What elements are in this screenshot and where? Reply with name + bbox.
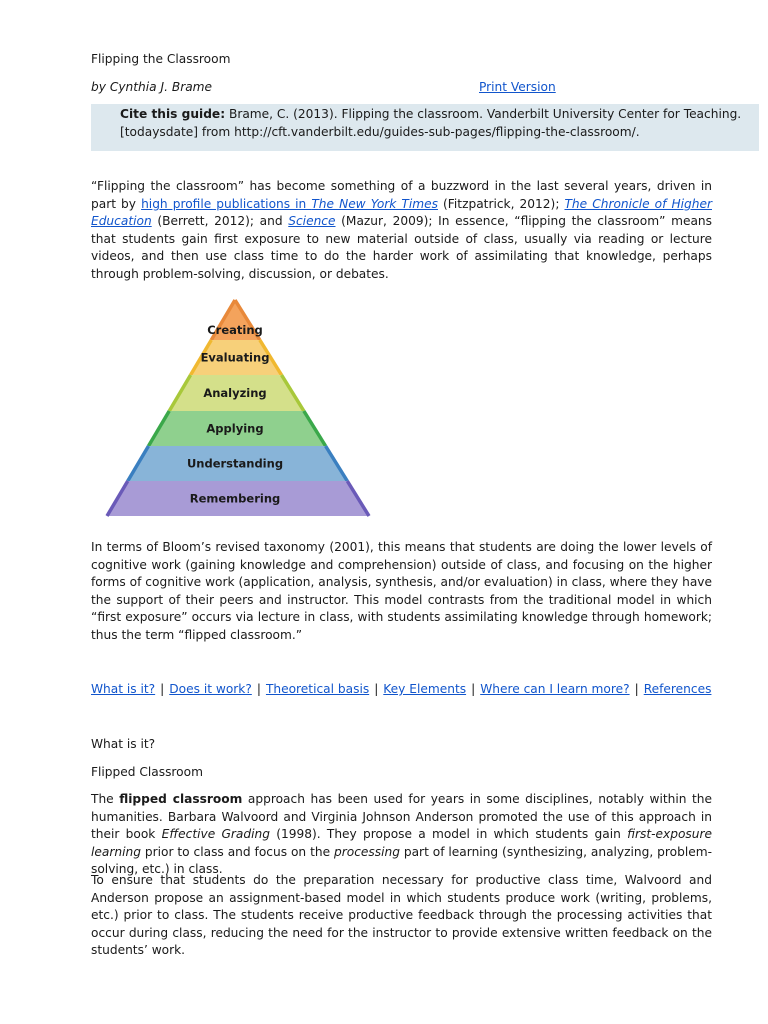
science-link[interactable]: [288, 214, 335, 228]
p3-bold: flipped classroom: [119, 792, 243, 806]
section-nav: [91, 682, 711, 696]
pyramid-label-applying: Applying: [206, 421, 264, 436]
nav-references[interactable]: References: [643, 682, 712, 696]
section-subheading: Flipped Classroom: [91, 765, 203, 779]
intro-text-2: (Fitzpatrick, 2012);: [437, 196, 565, 211]
document-title: Flipping the Classroom: [91, 52, 231, 66]
pyramid-label-analyzing: Analyzing: [203, 386, 267, 400]
science-link-text: Science: [288, 214, 336, 229]
nav-theoretical-basis[interactable]: Theoretical basis: [265, 682, 370, 696]
pyramid-label-evaluating: Evaluating: [200, 350, 270, 365]
p3-text-1: The: [91, 792, 120, 806]
pyramid-label-understanding: Understanding: [186, 456, 284, 471]
nav-separator: |: [374, 682, 379, 696]
p3-text-3: (1998). They propose a model in which students gain: [269, 827, 628, 842]
section-heading: What is it?: [91, 737, 156, 751]
pyramid-tier-analyzing: [169, 375, 304, 411]
intro-text-1: “Flipping the classroom” has become something of a buzzword in the last several years, driven in part by: [91, 179, 712, 211]
intro-paragraph: [91, 178, 712, 284]
nav-does-it-work[interactable]: Does it work?: [169, 682, 252, 696]
pyramid-tier-creating: [207, 300, 263, 340]
cite-text-line2: [todaysdate] from http://cft.vanderbilt.edu/guides-sub-pages/flipping-the-classroom/.: [120, 124, 640, 139]
nav-what-is-it[interactable]: What is it?: [91, 682, 156, 696]
p3-text-4: prior to class and focus on the: [140, 844, 334, 859]
cite-text-line1: Brame, C. (2013). Flipping the classroom. Vanderbilt University Center for Teaching.: [225, 107, 742, 121]
p3-text-2: approach has been used for years in some disciplines, notably within the humanities. Barbara Walvoord and Virginia Johnson Anderson promoted the use of this approach in their book: [91, 792, 713, 842]
nav-separator: |: [471, 682, 476, 696]
assignment-model-paragraph: To ensure that students do the preparation necessary for productive class time, Walvoord and Anderson propose an assignment-based model in which students produce work (writing, problems, etc.) prior to class. The students receive productive feedback through the processing activities that occur during class, reducing the need for the instructor to provide extensive written feedback on the students’ work.: [91, 873, 712, 958]
intro-text-4: (Mazur, 2009); In essence, “flipping the classroom” means that students gain first exposure to new material outside of class, usually via reading or lecture videos, and then use class time to do the harder work of assimilating that knowledge, perhaps through problem-solving, discussion, or debates.: [91, 214, 712, 281]
pyramid-tier-applying: [148, 411, 325, 446]
pyramid-label-remembering: Remembering: [189, 491, 281, 506]
nav-separator: |: [256, 682, 261, 696]
pyramid-tier-understanding: [128, 446, 348, 481]
intro-text-3: (Berrett, 2012); and: [151, 214, 289, 229]
p3-italic-2: first-exposure learning: [91, 827, 712, 859]
bloom-paragraph: In terms of Bloom’s revised taxonomy (2001), this means that students are doing the lower levels of cognitive work (gaining knowledge and comprehension) outside of class, and focusing on the higher forms of cognitive work (application, analysis, synthesis, and/or evaluation) in class, where they have the support of their peers and instructor. This model contrasts from the traditional model in which “first exposure” occurs via lecture in class, with students assimilating knowledge through homework; thus the term “flipped classroom.”: [91, 540, 712, 642]
high-profile-link-text: high profile publications in: [141, 196, 312, 211]
blooms-taxonomy-pyramid: [105, 296, 375, 522]
nav-key-elements[interactable]: Key Elements: [383, 682, 467, 696]
high-profile-link[interactable]: [141, 197, 438, 211]
pyramid-label-creating: Creating: [207, 323, 263, 337]
p3-text-5: part of learning (synthesizing, analyzing, problem-solving, etc.) in class.: [91, 844, 712, 877]
nav-separator: |: [634, 682, 639, 696]
p3-italic-3: processing: [333, 844, 400, 859]
cite-label: Cite this guide:: [120, 107, 226, 121]
pyramid-tier-evaluating: [191, 340, 282, 375]
p3-italic-1: Effective Grading: [161, 827, 270, 842]
nyt-link-text: The New York Times: [311, 196, 438, 211]
nav-separator: |: [160, 682, 165, 696]
chronicle-link-text: The Chronicle of Higher Education: [91, 196, 712, 229]
print-version-link[interactable]: Print Version: [479, 80, 556, 94]
cite-box: [91, 104, 759, 151]
author-byline: by Cynthia J. Brame: [91, 80, 213, 94]
pyramid-tier-remembering: [107, 481, 369, 516]
flipped-classroom-paragraph: [91, 791, 712, 879]
nav-learn-more[interactable]: Where can I learn more?: [480, 682, 630, 696]
